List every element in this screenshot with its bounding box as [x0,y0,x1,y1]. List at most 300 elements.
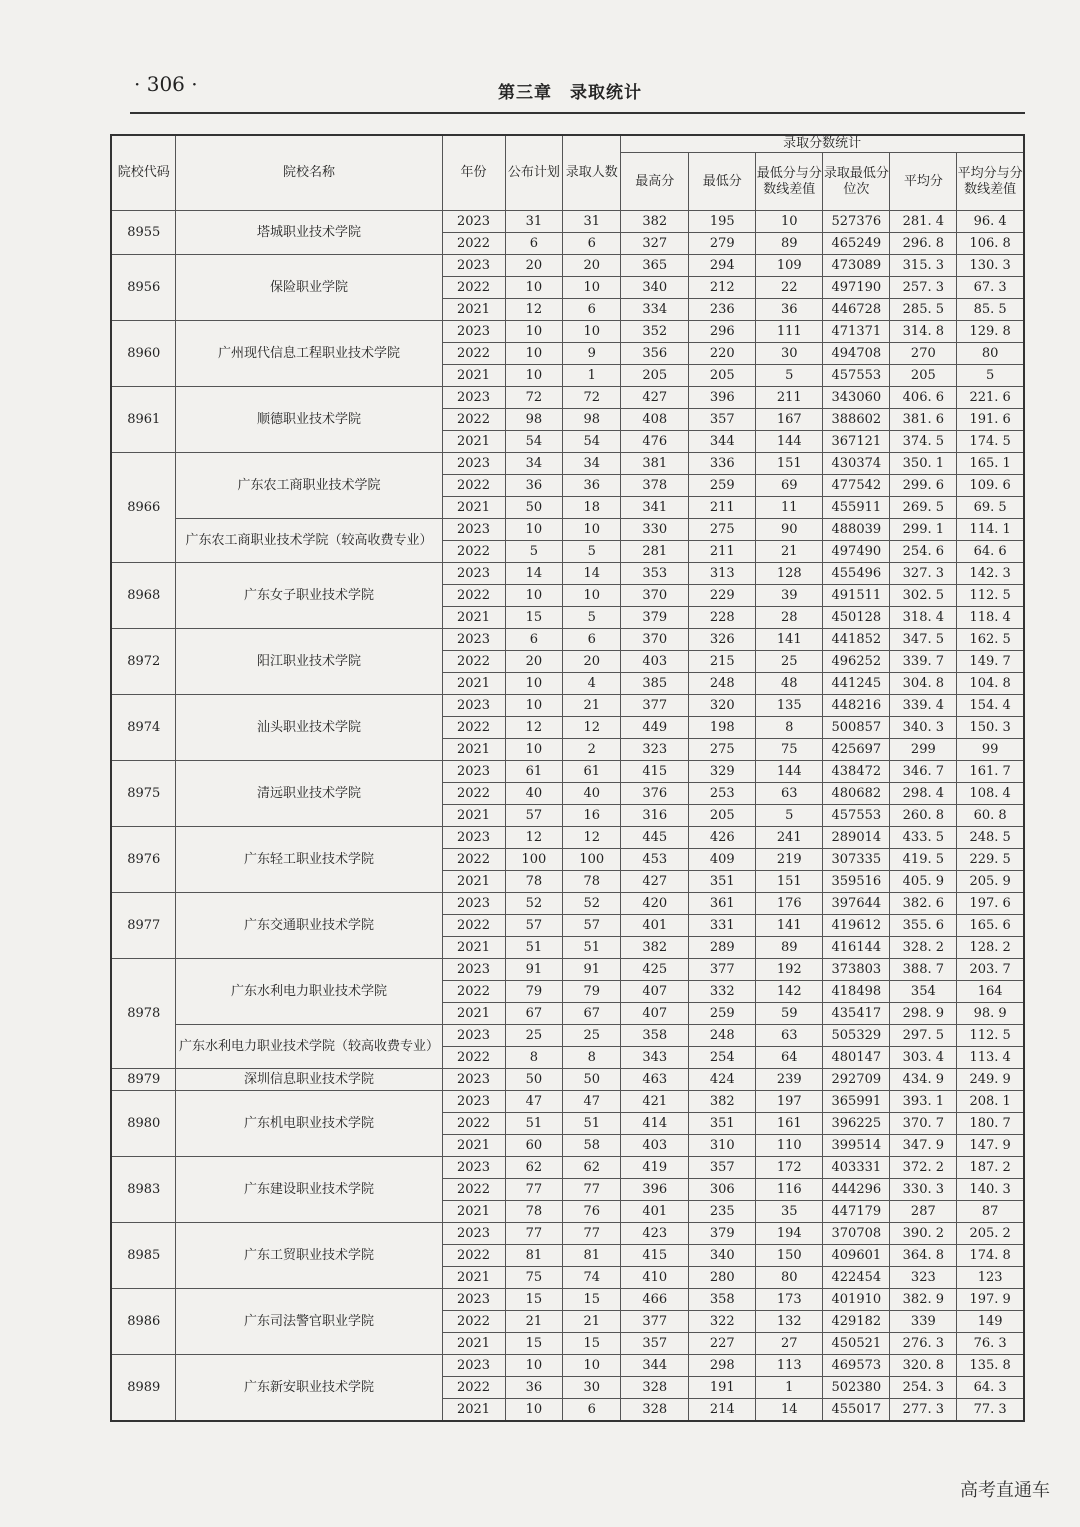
cell-year: 2021 [442,871,505,893]
school-name: 顺德职业技术学院 [176,387,442,453]
cell-avg-score: 339. 7 [890,651,957,673]
cell-min-score: 351 [689,871,756,893]
cell-avg-diff: 112. 5 [957,1025,1024,1047]
cell-avg-score: 346. 7 [890,761,957,783]
cell-max-score: 330 [621,519,689,541]
cell-min-diff: 28 [756,607,823,629]
cell-year: 2023 [442,1355,505,1377]
cell-year: 2021 [442,431,505,453]
cell-admitted: 67 [563,1003,621,1025]
cell-avg-score: 347. 5 [890,629,957,651]
cell-avg-diff: 165. 1 [957,453,1024,475]
cell-avg-diff: 135. 8 [957,1355,1024,1377]
cell-plan: 10 [505,365,563,387]
school-name: 广东农工商职业技术学院 [176,453,442,519]
cell-plan: 15 [505,1289,563,1311]
cell-plan: 12 [505,299,563,321]
cell-max-score: 357 [621,1333,689,1355]
cell-min-rank: 505329 [823,1025,890,1047]
table-row [111,1355,1024,1377]
cell-min-rank: 494708 [823,343,890,365]
header-rule [130,112,1025,114]
cell-avg-diff: 149. 7 [957,651,1024,673]
cell-max-score: 378 [621,475,689,497]
cell-year: 2022 [442,717,505,739]
school-code: 8983 [111,1157,176,1223]
cell-min-rank: 343060 [823,387,890,409]
cell-avg-score: 298. 9 [890,1003,957,1025]
cell-plan: 54 [505,431,563,453]
cell-plan: 10 [505,1355,563,1377]
cell-plan: 60 [505,1135,563,1157]
cell-admitted: 20 [563,255,621,277]
school-code: 8955 [111,211,176,255]
cell-plan: 67 [505,1003,563,1025]
cell-min-score: 377 [689,959,756,981]
cell-plan: 81 [505,1245,563,1267]
cell-min-rank: 497490 [823,541,890,563]
cell-min-score: 220 [689,343,756,365]
cell-year: 2022 [442,981,505,1003]
cell-max-score: 401 [621,915,689,937]
cell-min-rank: 370708 [823,1223,890,1245]
cell-year: 2022 [442,849,505,871]
cell-min-diff: 89 [756,937,823,959]
cell-year: 2022 [442,233,505,255]
cell-plan: 12 [505,717,563,739]
cell-max-score: 316 [621,805,689,827]
cell-admitted: 18 [563,497,621,519]
cell-avg-diff: 129. 8 [957,321,1024,343]
cell-year: 2023 [442,453,505,475]
cell-avg-diff: 249. 9 [957,1069,1024,1091]
cell-avg-diff: 118. 4 [957,607,1024,629]
cell-year: 2023 [442,695,505,717]
school-name: 阳江职业技术学院 [176,629,442,695]
cell-min-score: 205 [689,805,756,827]
cell-max-score: 344 [621,1355,689,1377]
cell-min-diff: 109 [756,255,823,277]
cell-max-score: 356 [621,343,689,365]
cell-max-score: 377 [621,695,689,717]
cell-avg-score: 254. 6 [890,541,957,563]
cell-min-rank: 419612 [823,915,890,937]
cell-plan: 15 [505,1333,563,1355]
cell-year: 2023 [442,1157,505,1179]
cell-avg-diff: 180. 7 [957,1113,1024,1135]
cell-max-score: 407 [621,1003,689,1025]
cell-min-rank: 450521 [823,1333,890,1355]
cell-min-score: 259 [689,1003,756,1025]
cell-min-rank: 429182 [823,1311,890,1333]
cell-avg-score: 270 [890,343,957,365]
cell-avg-diff: 76. 3 [957,1333,1024,1355]
page-number: · 306 · [134,72,198,96]
cell-admitted: 20 [563,651,621,673]
cell-min-diff: 197 [756,1091,823,1113]
cell-year: 2022 [442,1311,505,1333]
cell-avg-diff: 208. 1 [957,1091,1024,1113]
cell-min-score: 259 [689,475,756,497]
cell-plan: 50 [505,1069,563,1091]
cell-avg-diff: 106. 8 [957,233,1024,255]
school-code: 8974 [111,695,176,761]
cell-min-diff: 63 [756,1025,823,1047]
cell-plan: 50 [505,497,563,519]
cell-max-score: 205 [621,365,689,387]
cell-min-rank: 446728 [823,299,890,321]
cell-min-diff: 176 [756,893,823,915]
cell-max-score: 445 [621,827,689,849]
cell-min-score: 306 [689,1179,756,1201]
cell-year: 2021 [442,1333,505,1355]
cell-min-diff: 25 [756,651,823,673]
cell-admitted: 36 [563,475,621,497]
cell-avg-score: 277. 3 [890,1399,957,1421]
cell-admitted: 10 [563,519,621,541]
cell-avg-score: 339. 4 [890,695,957,717]
cell-min-score: 298 [689,1355,756,1377]
cell-min-rank: 367121 [823,431,890,453]
cell-min-rank: 448216 [823,695,890,717]
table-row [111,1069,1024,1091]
cell-min-rank: 373803 [823,959,890,981]
table-row [111,827,1024,849]
col-header-year: 年份 [442,135,505,211]
cell-year: 2023 [442,211,505,233]
cell-avg-score: 350. 1 [890,453,957,475]
cell-plan: 57 [505,915,563,937]
cell-min-diff: 14 [756,1399,823,1421]
cell-avg-diff: 98. 9 [957,1003,1024,1025]
cell-min-score: 248 [689,673,756,695]
cell-max-score: 427 [621,387,689,409]
cell-admitted: 78 [563,871,621,893]
cell-admitted: 51 [563,937,621,959]
cell-avg-score: 299. 1 [890,519,957,541]
cell-avg-diff: 147. 9 [957,1135,1024,1157]
cell-year: 2021 [442,739,505,761]
cell-min-diff: 167 [756,409,823,431]
cell-min-score: 361 [689,893,756,915]
cell-avg-diff: 60. 8 [957,805,1024,827]
cell-avg-diff: 114. 1 [957,519,1024,541]
cell-avg-score: 340. 3 [890,717,957,739]
cell-admitted: 79 [563,981,621,1003]
cell-admitted: 10 [563,585,621,607]
col-header-plan: 公布计划 [505,135,563,211]
cell-avg-diff: 161. 7 [957,761,1024,783]
source-label: 高考直通车 [960,1480,1050,1501]
cell-plan: 51 [505,1113,563,1135]
cell-avg-score: 390. 2 [890,1223,957,1245]
cell-avg-diff: 191. 6 [957,409,1024,431]
cell-max-score: 401 [621,1201,689,1223]
cell-avg-score: 257. 3 [890,277,957,299]
cell-min-score: 344 [689,431,756,453]
cell-min-score: 198 [689,717,756,739]
cell-min-rank: 388602 [823,409,890,431]
cell-min-diff: 211 [756,387,823,409]
cell-min-diff: 5 [756,805,823,827]
cell-min-score: 212 [689,277,756,299]
cell-min-score: 296 [689,321,756,343]
school-name: 广东水利电力职业技术学院（较高收费专业） [176,1025,442,1069]
cell-avg-diff: 80 [957,343,1024,365]
cell-min-score: 332 [689,981,756,1003]
cell-max-score: 415 [621,1245,689,1267]
cell-max-score: 377 [621,1311,689,1333]
cell-admitted: 54 [563,431,621,453]
cell-max-score: 327 [621,233,689,255]
cell-max-score: 449 [621,717,689,739]
school-code: 8985 [111,1223,176,1289]
chapter-title: 第三章 录取统计 [498,83,642,103]
cell-min-rank: 455911 [823,497,890,519]
cell-avg-score: 320. 8 [890,1355,957,1377]
cell-max-score: 419 [621,1157,689,1179]
cell-min-score: 313 [689,563,756,585]
school-code: 8960 [111,321,176,387]
cell-year: 2023 [442,321,505,343]
cell-plan: 31 [505,211,563,233]
cell-admitted: 12 [563,717,621,739]
cell-min-score: 310 [689,1135,756,1157]
cell-min-diff: 241 [756,827,823,849]
cell-min-rank: 488039 [823,519,890,541]
cell-year: 2021 [442,937,505,959]
cell-min-rank: 418498 [823,981,890,1003]
cell-max-score: 421 [621,1091,689,1113]
cell-min-score: 253 [689,783,756,805]
cell-admitted: 6 [563,299,621,321]
cell-max-score: 407 [621,981,689,1003]
cell-min-rank: 457553 [823,365,890,387]
cell-max-score: 281 [621,541,689,563]
cell-max-score: 340 [621,277,689,299]
cell-min-rank: 435417 [823,1003,890,1025]
table-row [111,1025,1024,1047]
table-row [111,695,1024,717]
cell-plan: 10 [505,585,563,607]
cell-year: 2022 [442,1245,505,1267]
cell-max-score: 370 [621,585,689,607]
cell-plan: 6 [505,233,563,255]
cell-plan: 10 [505,277,563,299]
table-row [111,1157,1024,1179]
cell-min-score: 379 [689,1223,756,1245]
cell-min-score: 211 [689,497,756,519]
cell-avg-score: 260. 8 [890,805,957,827]
cell-plan: 21 [505,1311,563,1333]
school-name: 汕头职业技术学院 [176,695,442,761]
cell-year: 2021 [442,1201,505,1223]
school-name: 广东机电职业技术学院 [176,1091,442,1157]
cell-max-score: 382 [621,211,689,233]
cell-max-score: 427 [621,871,689,893]
cell-plan: 72 [505,387,563,409]
cell-min-diff: 128 [756,563,823,585]
cell-avg-score: 269. 5 [890,497,957,519]
cell-avg-diff: 109. 6 [957,475,1024,497]
cell-min-diff: 89 [756,233,823,255]
cell-avg-diff: 162. 5 [957,629,1024,651]
cell-admitted: 52 [563,893,621,915]
cell-avg-diff: 67. 3 [957,277,1024,299]
cell-avg-score: 372. 2 [890,1157,957,1179]
cell-avg-score: 287 [890,1201,957,1223]
table-row [111,563,1024,585]
cell-plan: 10 [505,695,563,717]
cell-plan: 10 [505,739,563,761]
cell-max-score: 403 [621,1135,689,1157]
cell-min-score: 357 [689,409,756,431]
cell-min-score: 227 [689,1333,756,1355]
cell-min-diff: 11 [756,497,823,519]
cell-min-diff: 142 [756,981,823,1003]
cell-avg-score: 419. 5 [890,849,957,871]
cell-avg-diff: 174. 8 [957,1245,1024,1267]
cell-min-rank: 307335 [823,849,890,871]
school-code: 8989 [111,1355,176,1421]
cell-avg-score: 254. 3 [890,1377,957,1399]
cell-avg-diff: 154. 4 [957,695,1024,717]
cell-min-score: 229 [689,585,756,607]
table-row [111,893,1024,915]
cell-avg-diff: 142. 3 [957,563,1024,585]
cell-year: 2022 [442,475,505,497]
cell-admitted: 21 [563,1311,621,1333]
cell-year: 2023 [442,1091,505,1113]
cell-avg-diff: 64. 3 [957,1377,1024,1399]
cell-max-score: 408 [621,409,689,431]
cell-admitted: 57 [563,915,621,937]
school-name: 广东女子职业技术学院 [176,563,442,629]
cell-max-score: 403 [621,651,689,673]
cell-max-score: 376 [621,783,689,805]
cell-year: 2021 [442,1399,505,1421]
cell-min-diff: 35 [756,1201,823,1223]
table-row [111,761,1024,783]
col-header-avg: 平均分 [890,153,957,211]
cell-min-diff: 36 [756,299,823,321]
table-row [111,959,1024,981]
cell-avg-score: 304. 8 [890,673,957,695]
cell-avg-score: 296. 8 [890,233,957,255]
cell-min-rank: 416144 [823,937,890,959]
cell-max-score: 415 [621,761,689,783]
cell-min-rank: 444296 [823,1179,890,1201]
cell-min-diff: 110 [756,1135,823,1157]
cell-year: 2023 [442,563,505,585]
cell-min-score: 211 [689,541,756,563]
cell-min-rank: 480147 [823,1047,890,1069]
cell-avg-diff: 85. 5 [957,299,1024,321]
cell-max-score: 343 [621,1047,689,1069]
cell-plan: 10 [505,343,563,365]
cell-avg-score: 370. 7 [890,1113,957,1135]
cell-avg-score: 382. 6 [890,893,957,915]
cell-max-score: 334 [621,299,689,321]
cell-avg-diff: 69. 5 [957,497,1024,519]
cell-avg-score: 299. 6 [890,475,957,497]
cell-min-rank: 399514 [823,1135,890,1157]
cell-plan: 5 [505,541,563,563]
cell-min-score: 336 [689,453,756,475]
cell-min-diff: 161 [756,1113,823,1135]
cell-min-diff: 194 [756,1223,823,1245]
cell-year: 2021 [442,299,505,321]
cell-admitted: 40 [563,783,621,805]
cell-year: 2023 [442,959,505,981]
cell-avg-score: 388. 7 [890,959,957,981]
cell-avg-diff: 197. 6 [957,893,1024,915]
cell-plan: 62 [505,1157,563,1179]
cell-plan: 61 [505,761,563,783]
cell-min-score: 426 [689,827,756,849]
cell-avg-score: 302. 5 [890,585,957,607]
cell-max-score: 379 [621,607,689,629]
admission-table [110,134,1025,1422]
cell-admitted: 1 [563,365,621,387]
cell-min-rank: 403331 [823,1157,890,1179]
cell-min-score: 358 [689,1289,756,1311]
col-header-max: 最高分 [621,153,689,211]
cell-max-score: 423 [621,1223,689,1245]
cell-year: 2023 [442,387,505,409]
cell-avg-score: 355. 6 [890,915,957,937]
school-code: 8975 [111,761,176,827]
cell-min-rank: 469573 [823,1355,890,1377]
cell-avg-diff: 221. 6 [957,387,1024,409]
school-code: 8961 [111,387,176,453]
cell-admitted: 10 [563,277,621,299]
cell-min-diff: 113 [756,1355,823,1377]
cell-plan: 10 [505,673,563,695]
cell-min-score: 357 [689,1157,756,1179]
cell-min-rank: 425697 [823,739,890,761]
cell-avg-score: 339 [890,1311,957,1333]
cell-plan: 12 [505,827,563,849]
cell-admitted: 61 [563,761,621,783]
cell-plan: 98 [505,409,563,431]
cell-avg-score: 315. 3 [890,255,957,277]
cell-avg-score: 354 [890,981,957,1003]
cell-max-score: 341 [621,497,689,519]
cell-year: 2022 [442,1113,505,1135]
cell-avg-diff: 99 [957,739,1024,761]
col-header-admitted: 录取人数 [563,135,621,211]
cell-min-diff: 69 [756,475,823,497]
cell-year: 2022 [442,343,505,365]
cell-min-score: 275 [689,739,756,761]
cell-year: 2023 [442,1069,505,1091]
cell-avg-diff: 112. 5 [957,585,1024,607]
cell-year: 2022 [442,541,505,563]
table-row [111,453,1024,475]
cell-plan: 52 [505,893,563,915]
cell-year: 2023 [442,1289,505,1311]
cell-year: 2021 [442,1003,505,1025]
school-name: 广东农工商职业技术学院（较高收费专业） [176,519,442,563]
cell-admitted: 62 [563,1157,621,1179]
cell-min-rank: 480682 [823,783,890,805]
cell-avg-diff: 96. 4 [957,211,1024,233]
cell-max-score: 328 [621,1377,689,1399]
col-header-code: 院校代码 [111,135,176,211]
cell-min-rank: 491511 [823,585,890,607]
table-row [111,387,1024,409]
